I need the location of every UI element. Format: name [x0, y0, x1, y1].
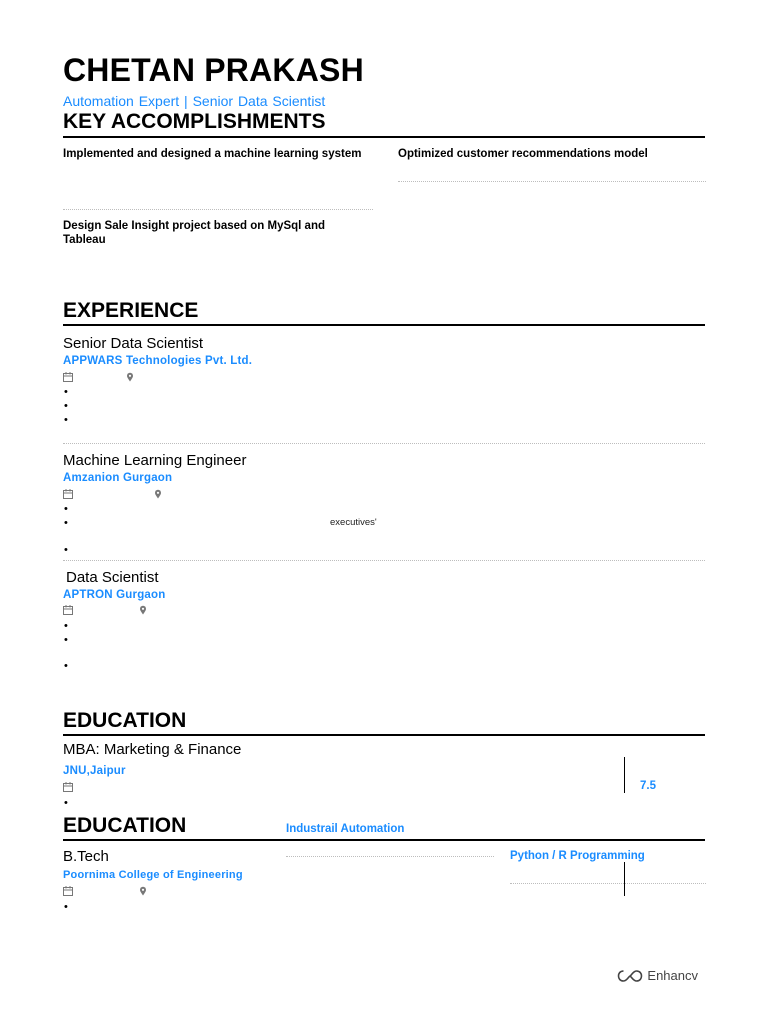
location-pin-icon	[153, 489, 163, 499]
location-pin-icon	[138, 605, 148, 615]
experience-title: EXPERIENCE	[63, 299, 199, 322]
accomplishment-item: Implemented and designed a machine learning system	[63, 148, 362, 160]
calendar-icon	[63, 782, 73, 792]
job-title: Data Scientist	[66, 569, 159, 586]
location-pin-icon	[138, 886, 148, 896]
job-company: Amzanion Gurgaon	[63, 472, 173, 484]
education-rule	[63, 839, 705, 841]
text-fragment: executives'	[330, 517, 377, 528]
education-title: EDUCATION	[63, 709, 187, 732]
candidate-tagline: Automation Expert | Senior Data Scientist	[63, 93, 326, 109]
bullet-point: •	[64, 544, 68, 556]
bullet-point: •	[64, 503, 68, 515]
candidate-name: CHETAN PRAKASH	[63, 52, 364, 88]
education-title: EDUCATION	[63, 814, 187, 837]
accomplishments-title: KEY ACCOMPLISHMENTS	[63, 110, 326, 133]
skill-tag: Python / R Programming	[510, 850, 645, 862]
bullet-point: •	[64, 414, 68, 426]
divider	[510, 883, 706, 884]
gpa-value: 7.5	[640, 780, 656, 792]
location-pin-icon	[125, 372, 135, 382]
brand-name: Enhancv	[647, 968, 698, 983]
vertical-divider	[624, 862, 625, 896]
job-company: APPWARS Technologies Pvt. Ltd.	[63, 355, 253, 367]
divider	[63, 560, 705, 561]
accomplishment-item: Design Sale Insight project based on MySql and Tableau	[63, 220, 325, 246]
skill-tag: Industrail Automation	[286, 823, 405, 835]
bullet-point: •	[64, 634, 68, 646]
job-company: APTRON Gurgaon	[63, 589, 166, 601]
divider	[286, 856, 494, 857]
school-name: Poornima College of Engineering	[63, 869, 243, 881]
job-title: Machine Learning Engineer	[63, 452, 247, 469]
divider	[63, 443, 705, 444]
divider	[398, 181, 706, 182]
calendar-icon	[63, 886, 73, 896]
experience-rule	[63, 324, 705, 326]
infinity-logo-icon	[617, 969, 643, 983]
bullet-point: •	[64, 797, 68, 809]
vertical-divider	[624, 757, 625, 793]
bullet-point: •	[64, 901, 68, 913]
bullet-point: •	[64, 660, 68, 672]
degree-title: B.Tech	[63, 848, 109, 865]
school-name: JNU,Jaipur	[63, 765, 126, 777]
calendar-icon	[63, 489, 73, 499]
bullet-point: •	[64, 620, 68, 632]
divider	[63, 209, 373, 210]
job-title: Senior Data Scientist	[63, 335, 204, 352]
accomplishment-item: Optimized customer recommendations model	[398, 148, 648, 160]
bullet-point: •	[64, 386, 68, 398]
calendar-icon	[63, 372, 73, 382]
degree-title: MBA: Marketing & Finance	[63, 741, 242, 758]
bullet-point: •	[64, 517, 68, 529]
accomplishments-rule	[63, 136, 705, 138]
education-rule	[63, 734, 705, 736]
bullet-point: •	[64, 400, 68, 412]
calendar-icon	[63, 605, 73, 615]
enhancv-logo	[617, 968, 698, 983]
